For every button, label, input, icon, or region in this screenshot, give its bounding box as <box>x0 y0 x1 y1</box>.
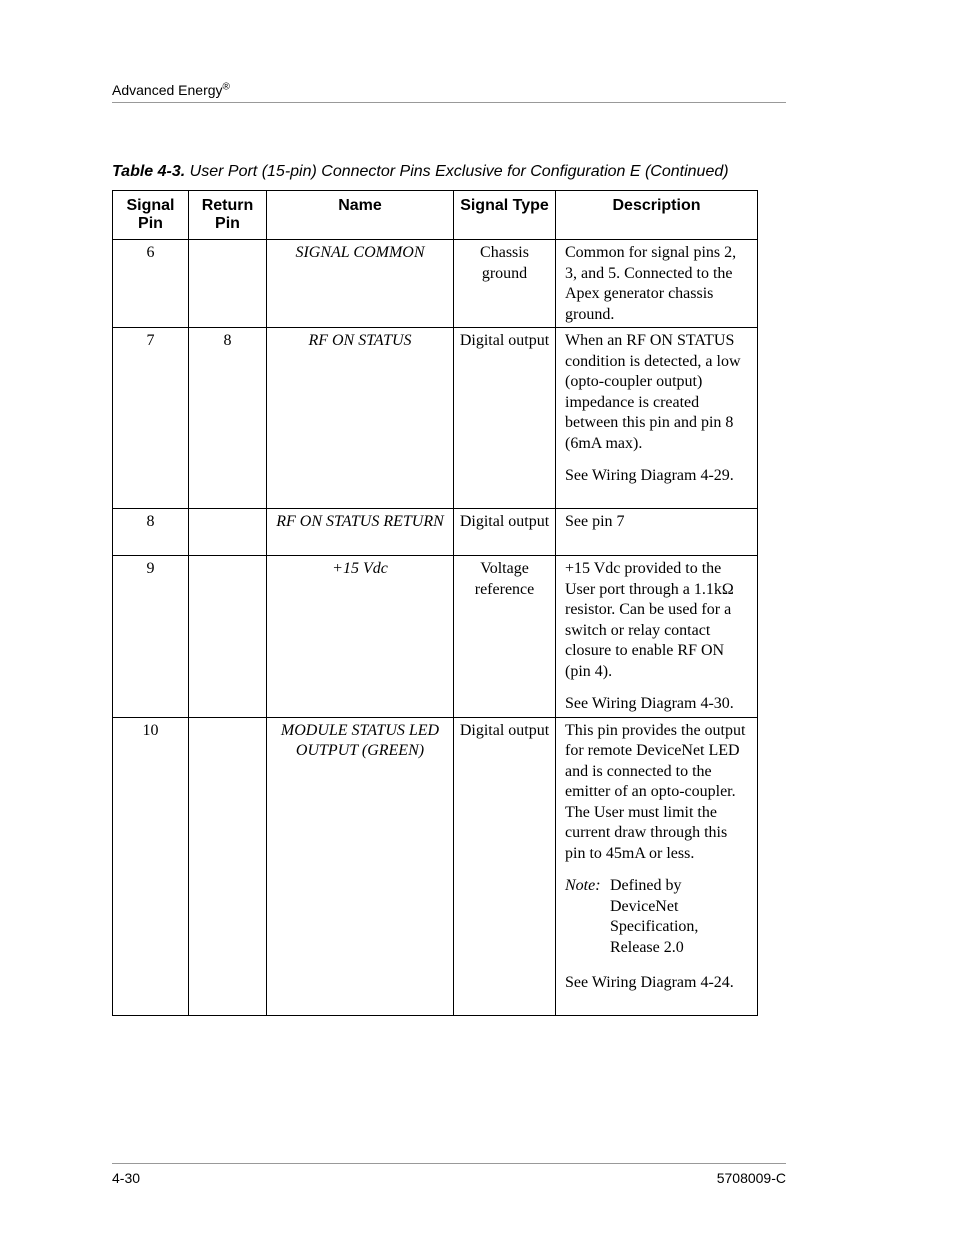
table-header-row <box>113 191 758 240</box>
note-text: Defined by DeviceNet Specification, Release 2.0 <box>610 877 699 956</box>
description-cell <box>556 509 758 556</box>
signal-pin-cell: 8 <box>113 509 189 556</box>
col-header-signal-pin: Signal Pin <box>113 191 189 240</box>
signal-pin-cell: 10 <box>113 717 189 1015</box>
return-pin-cell <box>189 240 267 328</box>
note-block <box>565 876 748 958</box>
running-header <box>112 82 786 103</box>
registered-mark: ® <box>222 81 230 93</box>
description-text: When an RF ON STATUS condition is detected, a low (opto-coupler output) impedance is created between this pin and pin 8 (6mA max). <box>565 332 741 452</box>
table-row <box>113 240 758 328</box>
col-header-name: Name <box>267 191 454 240</box>
note-label: Note: <box>565 877 601 894</box>
signal-type-cell: Chassis ground <box>454 240 556 328</box>
return-pin-cell <box>189 556 267 718</box>
signal-name-cell: MODULE STATUS LED OUTPUT (GREEN) <box>267 717 454 1015</box>
description-text: Common for signal pins 2, 3, and 5. Connected to the Apex generator chassis ground. <box>565 244 737 323</box>
table-row <box>113 717 758 1015</box>
return-pin-cell: 8 <box>189 328 267 509</box>
document-number: 5708009-C <box>716 1170 786 1186</box>
table-row <box>113 328 758 509</box>
return-pin-cell <box>189 509 267 556</box>
description-cell <box>556 328 758 509</box>
col-header-return-pin: Return Pin <box>189 191 267 240</box>
wiring-diagram-ref: See Wiring Diagram 4-30. <box>565 695 734 712</box>
running-footer <box>112 1163 786 1186</box>
signal-pin-cell: 9 <box>113 556 189 718</box>
description-text: +15 Vdc provided to the User port through a 1.1kΩ resistor. Can be used for a switch or relay contact closure to enable RF ON (pin 4). <box>565 560 734 680</box>
col-header-signal-type: Signal Type <box>454 191 556 240</box>
table-title: User Port (15-pin) Connector Pins Exclusive for Configuration E (Continued) <box>189 163 729 180</box>
signal-type-cell: Digital output <box>454 509 556 556</box>
col-header-description: Description <box>556 191 758 240</box>
return-pin-cell <box>189 717 267 1015</box>
wiring-diagram-ref: See Wiring Diagram 4-24. <box>565 974 734 991</box>
description-text: This pin provides the output for remote DeviceNet LED and is connected to the emitter of an opto-coupler. The User must limit the current draw through this pin to 45mA or less. <box>565 721 746 862</box>
signal-name-cell: SIGNAL COMMON <box>267 240 454 328</box>
signal-type-cell: Voltage reference <box>454 556 556 718</box>
signal-name-cell: +15 Vdc <box>267 556 454 718</box>
table-number: Table 4-3. <box>112 163 186 180</box>
table-row <box>113 509 758 556</box>
table-caption <box>112 163 812 181</box>
wiring-diagram-ref: See Wiring Diagram 4-29. <box>565 467 734 484</box>
signal-name-cell: RF ON STATUS <box>267 328 454 509</box>
pin-table <box>112 190 758 1016</box>
description-cell <box>556 240 758 328</box>
page-number: 4-30 <box>112 1170 141 1186</box>
table-row <box>113 556 758 718</box>
description-cell <box>556 717 758 1015</box>
description-text: See pin 7 <box>565 513 625 530</box>
description-cell <box>556 556 758 718</box>
signal-type-cell: Digital output <box>454 328 556 509</box>
signal-type-cell: Digital output <box>454 717 556 1015</box>
signal-pin-cell: 6 <box>113 240 189 328</box>
signal-name-cell: RF ON STATUS RETURN <box>267 509 454 556</box>
signal-pin-cell: 7 <box>113 328 189 509</box>
company-name: Advanced Energy <box>112 82 223 98</box>
